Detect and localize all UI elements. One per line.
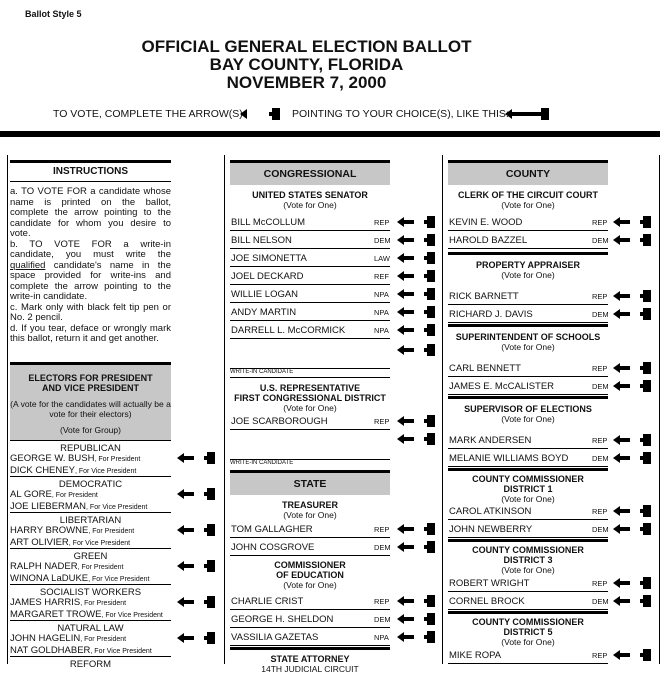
candidate-name: CARL BENNETT [449, 363, 521, 374]
comm3-title-2: DISTRICT 3 [503, 555, 553, 565]
candidate-party: REP [592, 218, 608, 227]
president-vote-arrow[interactable] [177, 524, 215, 536]
candidate-party: NPA [374, 290, 389, 299]
candidate-party: DEM [592, 236, 609, 245]
president-vote-for: (Vote for Group) [60, 425, 121, 435]
candidate-name: MIKE ROPA [449, 650, 502, 661]
treasurer-candidate-row [230, 539, 390, 556]
candidate-party: NPA [374, 326, 389, 335]
state-header: STATE [230, 470, 390, 495]
candidate-name: VASSILIA GAZETAS [231, 632, 319, 643]
comm3-candidate-row [448, 593, 608, 610]
instructions-column [10, 160, 171, 345]
group-president: JAMES HARRIS, For President [10, 597, 127, 608]
rep-title-2: FIRST CONGRESSIONAL DISTRICT [234, 393, 386, 403]
county-header: COUNTY [448, 160, 608, 185]
group-party: NATURAL LAW [57, 623, 124, 634]
senator-candidate-row [230, 250, 390, 267]
education-candidate-row [230, 629, 390, 646]
county-column [448, 160, 608, 210]
instructions-body [10, 187, 171, 345]
ballot-style-label: Ballot Style 5 [25, 9, 82, 19]
senator-vote-arrow[interactable] [397, 234, 435, 246]
candidate-party: REP [592, 436, 608, 445]
group-party: REPUBLICAN [60, 443, 121, 454]
header-separator [0, 131, 660, 137]
rep-candidate-row [230, 413, 390, 430]
senator-vote-for: (Vote for One) [283, 200, 337, 210]
candidate-party: DEM [592, 454, 609, 463]
president-vote-arrow[interactable] [177, 488, 215, 500]
education-vote-arrow[interactable] [397, 631, 435, 643]
candidate-name: BILL McCOLLUM [231, 217, 306, 228]
president-vote-arrow[interactable] [177, 632, 215, 644]
candidate-party: DEM [592, 382, 609, 391]
comm3-vote-for: (Vote for One) [501, 565, 555, 575]
senator-candidate-row [230, 214, 390, 231]
candidate-party: DEM [374, 543, 391, 552]
schools-vote-arrow[interactable] [613, 380, 651, 392]
senator-vote-arrow[interactable] [397, 252, 435, 264]
rep-vote-for: (Vote for One) [283, 403, 337, 413]
comm1-vote-arrow[interactable] [613, 523, 651, 535]
candidate-name: MARK ANDERSEN [449, 435, 532, 446]
candidate-name: JOE SCARBOROUGH [231, 416, 328, 427]
rep-write-in-label: WRITE-IN CANDIDATE [230, 459, 390, 466]
candidate-name: JOE SIMONETTA [231, 253, 307, 264]
candidate-name: TOM GALLAGHER [231, 524, 313, 535]
rep-title-1: U.S. REPRESENTATIVE [259, 383, 361, 393]
schools-candidate-row [448, 378, 608, 395]
appraiser-vote-arrow[interactable] [613, 308, 651, 320]
example-arrow-icon [240, 108, 278, 120]
candidate-party: DEM [374, 615, 391, 624]
candidate-party: REP [374, 218, 390, 227]
elections-race [448, 396, 608, 424]
congressional-header: CONGRESSIONAL [230, 160, 390, 185]
candidate-name: KEVIN E. WOOD [449, 217, 523, 228]
president-vote-arrow[interactable] [177, 596, 215, 608]
attorney-title: STATE ATTORNEY [270, 654, 350, 664]
treasurer-vote-arrow[interactable] [397, 523, 435, 535]
comm5-vote-for: (Vote for One) [501, 637, 555, 647]
treasurer-title: TREASURER [281, 500, 338, 510]
appraiser-candidate-row [448, 306, 608, 323]
group-vice-president: MARGARET TROWE, For Vice President [10, 608, 163, 620]
instructions-heading: INSTRUCTIONS [10, 160, 171, 177]
education-title-1: COMMISSIONER [274, 560, 346, 570]
candidate-party: DEM [592, 597, 609, 606]
clerk-vote-for: (Vote for One) [501, 200, 555, 210]
comm1-title-2: DISTRICT 1 [503, 484, 553, 494]
president-note: (A vote for the candidates will actually be a vote for their electors) [10, 399, 171, 419]
appraiser-vote-arrow[interactable] [613, 290, 651, 302]
elections-vote-arrow[interactable] [613, 452, 651, 464]
ballot-title-line1: OFFICIAL GENERAL ELECTION BALLOT [141, 37, 472, 56]
clerk-candidate-row [448, 214, 608, 231]
comm5-title-2: DISTRICT 5 [503, 627, 553, 637]
appraiser-candidate-row [448, 288, 608, 305]
comm5-title-1: COUNTY COMMISSIONER [472, 617, 584, 627]
senator-title: UNITED STATES SENATOR [252, 190, 368, 200]
vote-instruction-text: TO VOTE, COMPLETE THE ARROW(S) [53, 108, 243, 120]
candidate-name: HAROLD BAZZEL [449, 235, 528, 246]
president-group [10, 620, 171, 657]
candidate-name: JAMES E. McCALISTER [449, 381, 555, 392]
treasurer-vote-for: (Vote for One) [283, 510, 337, 520]
candidate-party: REP [374, 597, 390, 606]
elections-candidate-row [448, 432, 608, 449]
comm3-title-1: COUNTY COMMISSIONER [472, 545, 584, 555]
group-vice-president: JOE LIEBERMAN, For Vice President [10, 500, 148, 512]
president-vote-arrow[interactable] [177, 452, 215, 464]
group-president: RALPH NADER, For President [10, 561, 124, 572]
elections-vote-for: (Vote for One) [501, 414, 555, 424]
group-vice-president: WINONA LaDUKE, For Vice President [10, 572, 150, 584]
candidate-name: JOHN COSGROVE [231, 542, 315, 553]
senator-candidate-row [230, 304, 390, 321]
comm3-candidate-row [448, 575, 608, 592]
comm3-vote-arrow[interactable] [613, 595, 651, 607]
candidate-name: DARRELL L. McCORMICK [231, 325, 346, 336]
candidate-party: REP [592, 364, 608, 373]
senator-write-in-label: WRITE-IN CANDIDATE [230, 368, 390, 375]
candidate-name: ROBERT WRIGHT [449, 578, 530, 589]
candidate-party: REP [592, 507, 608, 516]
clerk-title: CLERK OF THE CIRCUIT COURT [458, 190, 598, 200]
schools-vote-arrow[interactable] [613, 362, 651, 374]
group-vice-president: NAT GOLDHABER, For Vice President [10, 644, 152, 656]
attorney-race [230, 647, 390, 674]
comm5-candidate-row [448, 647, 608, 664]
comm5-race [448, 611, 608, 647]
candidate-party: NPA [374, 308, 389, 317]
president-group [10, 656, 171, 670]
group-president: JOHN HAGELIN, For President [10, 633, 127, 644]
candidate-party: REP [592, 579, 608, 588]
appraiser-vote-for: (Vote for One) [501, 270, 555, 280]
instruction-a: a. TO VOTE FOR a candidate whose name is printed on the ballot, complete the arrow pointing to the candidate for whom you desire to vote. [10, 186, 171, 239]
clerk-candidate-row [448, 232, 608, 249]
candidate-name: CORNEL BROCK [449, 596, 525, 607]
comm3-vote-arrow[interactable] [613, 577, 651, 589]
president-group [10, 584, 171, 621]
president-group [10, 440, 171, 477]
senator-candidate-row [230, 286, 390, 303]
instruction-d: d. If you tear, deface or wrongly mark this ballot, return it and get another. [10, 322, 171, 344]
rep-vote-arrow[interactable] [397, 415, 435, 427]
comm3-race [448, 539, 608, 575]
group-vice-president: ART OLIVIER, For Vice President [10, 536, 131, 548]
candidate-name: WILLIE LOGAN [231, 289, 299, 300]
instruction-b: b. TO VOTE FOR a write-in candidate, you must write the qualified candidate's name in the space provided for write-ins and complete the arrow pointing to the write-in candidate. [10, 238, 171, 302]
senator-vote-arrow[interactable] [397, 216, 435, 228]
group-president: AL GORE, For President [10, 489, 98, 500]
column-rule-left [7, 155, 8, 664]
treasurer-candidate-row [230, 521, 390, 538]
rep-write-in-arrow[interactable] [397, 433, 435, 445]
state-section [230, 470, 390, 520]
appraiser-race [448, 252, 608, 280]
appraiser-title: PROPERTY APPRAISER [475, 260, 581, 270]
candidate-name: CAROL ATKINSON [449, 506, 532, 517]
comm5-vote-arrow[interactable] [613, 649, 651, 661]
candidate-name: JOEL DECKARD [231, 271, 304, 282]
education-vote-arrow[interactable] [397, 613, 435, 625]
education-vote-arrow[interactable] [397, 595, 435, 607]
schools-title: SUPERINTENDENT OF SCHOOLS [455, 332, 601, 342]
attorney-sub: 14TH JUDICIAL CIRCUIT [261, 664, 359, 674]
education-candidate-row [230, 611, 390, 628]
comm1-race [448, 468, 608, 504]
comm1-candidate-row [448, 503, 608, 520]
senator-vote-arrow[interactable] [397, 306, 435, 318]
president-group [10, 548, 171, 585]
column-rule-1 [224, 155, 225, 664]
group-president: HARRY BROWNE, For President [10, 525, 135, 536]
senator-candidate-row [230, 268, 390, 285]
candidate-name: RICHARD J. DAVIS [449, 309, 533, 320]
candidate-party: LAW [374, 254, 390, 263]
clerk-vote-arrow[interactable] [613, 234, 651, 246]
president-heading-1: ELECTORS FOR PRESIDENT [28, 373, 153, 383]
candidate-party: REP [592, 292, 608, 301]
group-vice-president: DICK CHENEY, For Vice President [10, 464, 137, 476]
elections-title: SUPERVISOR OF ELECTIONS [464, 404, 592, 414]
senator-vote-arrow[interactable] [397, 288, 435, 300]
candidate-party: REP [592, 651, 608, 660]
group-party: LIBERTARIAN [59, 515, 122, 526]
candidate-party: DEM [374, 236, 391, 245]
group-party: DEMOCRATIC [58, 479, 123, 490]
senator-vote-arrow[interactable] [397, 270, 435, 282]
group-party: SOCIALIST WORKERS [39, 587, 142, 598]
congressional-column [230, 160, 390, 210]
president-group [10, 476, 171, 513]
candidate-party: REP [374, 525, 390, 534]
group-president: GEORGE W. BUSH, For President [10, 453, 141, 464]
elections-candidate-row [448, 450, 608, 467]
completed-arrow-icon [505, 108, 543, 120]
president-header [10, 362, 171, 441]
candidate-name: BILL NELSON [231, 235, 292, 246]
education-race [230, 560, 390, 590]
treasurer-vote-arrow[interactable] [397, 541, 435, 553]
comm1-vote-arrow[interactable] [613, 505, 651, 517]
candidate-party: REF [374, 272, 389, 281]
candidate-name: GEORGE H. SHELDON [231, 614, 334, 625]
education-title-2: OF EDUCATION [276, 570, 344, 580]
ballot-title-line2: BAY COUNTY, FLORIDA [209, 55, 404, 74]
elections-vote-arrow[interactable] [613, 434, 651, 446]
schools-vote-for: (Vote for One) [501, 342, 555, 352]
candidate-name: JOHN NEWBERRY [449, 524, 533, 535]
group-party: GREEN [73, 551, 108, 562]
representative-race [230, 377, 390, 413]
schools-race [448, 324, 608, 352]
candidate-party: REP [374, 417, 390, 426]
candidate-name: MELANIE WILLIAMS BOYD [449, 453, 569, 464]
vote-instruction-text-2: POINTING TO YOUR CHOICE(S), LIKE THIS: [292, 108, 509, 120]
vote-instruction-line [0, 106, 660, 122]
clerk-vote-arrow[interactable] [613, 216, 651, 228]
column-rule-2 [442, 155, 443, 664]
candidate-party: DEM [592, 525, 609, 534]
senator-candidate-row [230, 232, 390, 249]
schools-candidate-row [448, 360, 608, 377]
group-party: REFORM [69, 659, 112, 670]
president-heading-2: AND VICE PRESIDENT [41, 383, 139, 393]
candidate-name: ANDY MARTIN [231, 307, 297, 318]
senator-write-in-arrow[interactable] [397, 344, 435, 356]
candidate-party: NPA [374, 633, 389, 642]
ballot-title-line3: NOVEMBER 7, 2000 [226, 73, 387, 92]
candidate-name: RICK BARNETT [449, 291, 519, 302]
comm1-vote-for: (Vote for One) [501, 494, 555, 504]
instruction-c: c. Mark only with black felt tip pen or No. 2 pencil. [10, 301, 171, 323]
president-vote-arrow[interactable] [177, 560, 215, 572]
comm1-title-1: COUNTY COMMISSIONER [472, 474, 584, 484]
comm1-candidate-row [448, 521, 608, 538]
candidate-name: CHARLIE CRIST [231, 596, 304, 607]
candidate-party: DEM [592, 310, 609, 319]
president-group [10, 512, 171, 549]
senator-candidate-row [230, 322, 390, 339]
education-candidate-row [230, 593, 390, 610]
education-vote-for: (Vote for One) [283, 580, 337, 590]
senator-vote-arrow[interactable] [397, 324, 435, 336]
